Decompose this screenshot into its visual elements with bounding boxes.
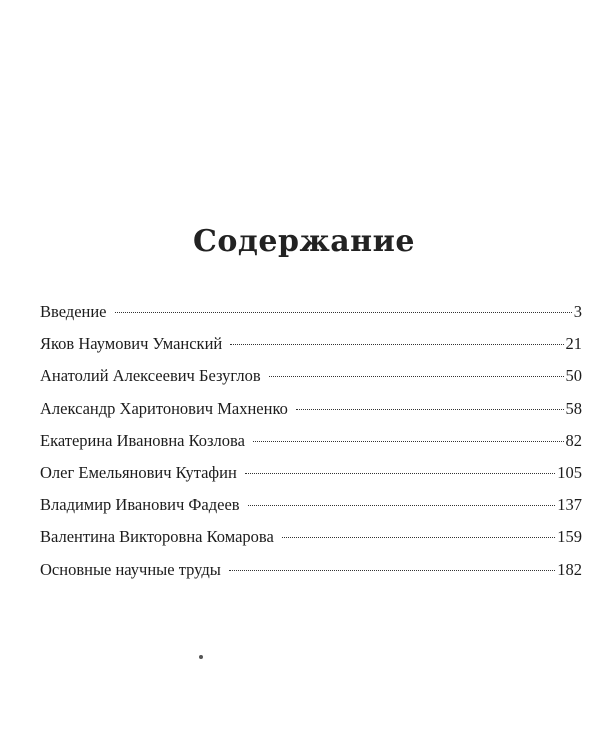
toc-entry-makhnenko[interactable] (40, 399, 582, 431)
toc-page-number: 50 (565, 366, 582, 386)
toc-entry-label: Олег Емельянович Кутафин (40, 462, 237, 482)
toc-page-number: 21 (565, 334, 582, 354)
toc-entry-label: Валентина Викторовна Комарова (40, 527, 274, 547)
toc-entry-scientific-works[interactable] (40, 560, 582, 592)
toc-dot-leader (282, 537, 555, 538)
toc-page-number: 159 (557, 527, 582, 547)
toc-page-number: 182 (557, 559, 582, 579)
toc-dot-leader (248, 505, 556, 506)
toc-dot-leader (296, 409, 564, 410)
toc-dot-leader (269, 376, 564, 377)
toc-entry-label: Яков Наумович Уманский (40, 334, 223, 354)
table-of-contents (40, 302, 582, 592)
toc-entry-introduction[interactable] (40, 302, 582, 334)
toc-entry-komarova[interactable] (40, 527, 582, 559)
toc-page-number: 105 (557, 462, 582, 482)
toc-entry-label: Екатерина Ивановна Козлова (40, 430, 245, 450)
toc-dot-leader (229, 570, 555, 571)
toc-entry-kozlova[interactable] (40, 431, 582, 463)
toc-entry-bezuglov[interactable] (40, 366, 582, 398)
page-title: Содержание (193, 224, 415, 259)
toc-entry-label: Основные научные труды (40, 559, 221, 579)
toc-dot-leader (245, 473, 555, 474)
toc-entry-fadeev[interactable] (40, 495, 582, 527)
toc-entry-label: Владимир Иванович Фадеев (40, 495, 240, 515)
toc-dot-leader (230, 344, 563, 345)
toc-entry-label: Анатолий Алексеевич Безуглов (40, 366, 261, 386)
print-speck (199, 655, 203, 659)
toc-dot-leader (115, 312, 572, 313)
toc-page-number: 82 (565, 430, 582, 450)
toc-entry-umansky[interactable] (40, 334, 582, 366)
toc-entry-label: Введение (40, 302, 107, 321)
toc-page-number: 137 (557, 495, 582, 515)
toc-page-number: 3 (573, 302, 582, 321)
toc-dot-leader (253, 441, 564, 442)
toc-entry-kutafin[interactable] (40, 463, 582, 495)
toc-page-number: 58 (565, 398, 582, 418)
toc-entry-label: Александр Харитонович Махненко (40, 398, 288, 418)
